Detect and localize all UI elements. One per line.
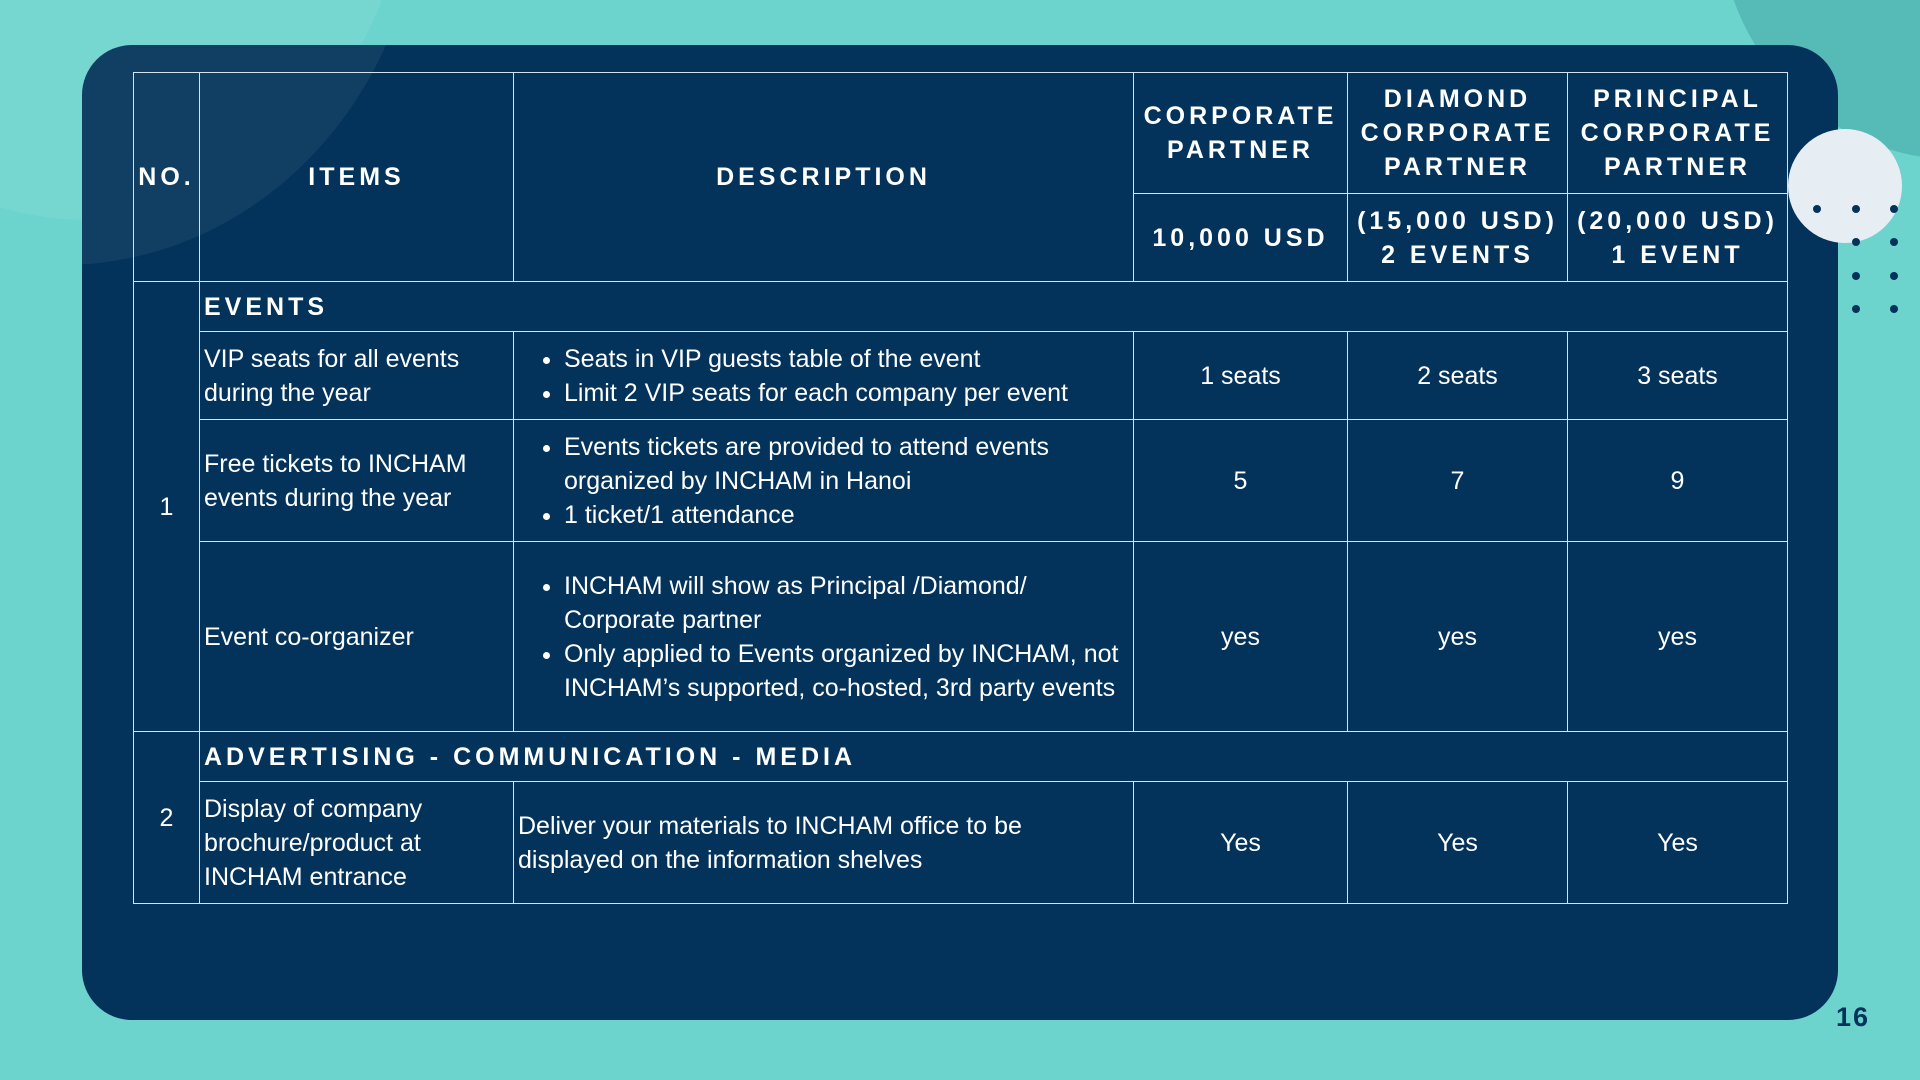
- dot: [1890, 238, 1898, 246]
- row-item: VIP seats for all events during the year: [200, 332, 514, 420]
- price-diamond: [1348, 194, 1568, 282]
- description-bullet: • 1 ticket/1 attendance: [564, 498, 1129, 532]
- header-tier-principal: PRINCIPAL CORPORATE PARTNER: [1568, 73, 1788, 194]
- value-principal: Yes: [1568, 782, 1788, 904]
- table-row: [134, 542, 1788, 732]
- price-principal: [1568, 194, 1788, 282]
- description-bullet: • Only applied to Events organized by INCHAM, not INCHAM’s supported, co-hosted, 3rd party events: [564, 637, 1129, 705]
- description-bullet: • Limit 2 VIP seats for each company per event: [564, 376, 1129, 410]
- header-no: NO.: [134, 73, 200, 282]
- row-description: Deliver your materials to INCHAM office to be displayed on the information shelves: [514, 782, 1134, 904]
- section-number: 1: [134, 282, 200, 732]
- dot: [1890, 272, 1898, 280]
- value-diamond: 7: [1348, 420, 1568, 542]
- section-title: ADVERTISING - COMMUNICATION - MEDIA: [200, 732, 1788, 782]
- header-items: ITEMS: [200, 73, 514, 282]
- value-corporate: 1 seats: [1134, 332, 1348, 420]
- value-diamond: yes: [1348, 542, 1568, 732]
- section-title: EVENTS: [200, 282, 1788, 332]
- description-bullet: • Seats in VIP guests table of the event: [564, 342, 1129, 376]
- row-description: [514, 542, 1134, 732]
- description-bullet: • Events tickets are provided to attend events organized by INCHAM in Hanoi: [564, 430, 1129, 498]
- dot: [1852, 272, 1860, 280]
- dot: [1890, 305, 1898, 313]
- value-diamond: Yes: [1348, 782, 1568, 904]
- row-description: [514, 332, 1134, 420]
- value-diamond: 2 seats: [1348, 332, 1568, 420]
- description-bullet: • INCHAM will show as Principal /Diamond/ Corporate partner: [564, 569, 1129, 637]
- section-number: 2: [134, 732, 200, 904]
- price-principal-events: 1 EVENT: [1611, 240, 1744, 269]
- value-principal: 3 seats: [1568, 332, 1788, 420]
- page-number: 16: [1836, 1002, 1871, 1032]
- value-principal: yes: [1568, 542, 1788, 732]
- dot: [1852, 305, 1860, 313]
- row-item: Display of company brochure/product at INCHAM entrance: [200, 782, 514, 904]
- table-row: [134, 420, 1788, 542]
- price-corporate: [1134, 194, 1348, 282]
- sponsorship-table: [133, 72, 1788, 904]
- header-tier-diamond: DIAMOND CORPORATE PARTNER: [1348, 73, 1568, 194]
- value-corporate: yes: [1134, 542, 1348, 732]
- table-row: [134, 332, 1788, 420]
- header-description: DESCRIPTION: [514, 73, 1134, 282]
- row-description: [514, 420, 1134, 542]
- header-row-top: [134, 73, 1788, 194]
- price-diamond-events: 2 EVENTS: [1381, 240, 1534, 269]
- price-principal-amount: (20,000 USD): [1577, 206, 1778, 235]
- section-title-row: [134, 282, 1788, 332]
- dot: [1852, 205, 1860, 213]
- price-corporate-amount: 10,000 USD: [1152, 223, 1329, 252]
- header-tier-corporate: CORPORATE PARTNER: [1134, 73, 1348, 194]
- dot: [1890, 205, 1898, 213]
- table-row: [134, 782, 1788, 904]
- value-corporate: 5: [1134, 420, 1348, 542]
- value-principal: 9: [1568, 420, 1788, 542]
- dot: [1852, 238, 1860, 246]
- row-item: Free tickets to INCHAM events during the year: [200, 420, 514, 542]
- section-title-row: [134, 732, 1788, 782]
- price-diamond-amount: (15,000 USD): [1357, 206, 1558, 235]
- value-corporate: Yes: [1134, 782, 1348, 904]
- decorative-circle: [1788, 129, 1902, 243]
- dot: [1813, 205, 1821, 213]
- row-item: Event co-organizer: [200, 542, 514, 732]
